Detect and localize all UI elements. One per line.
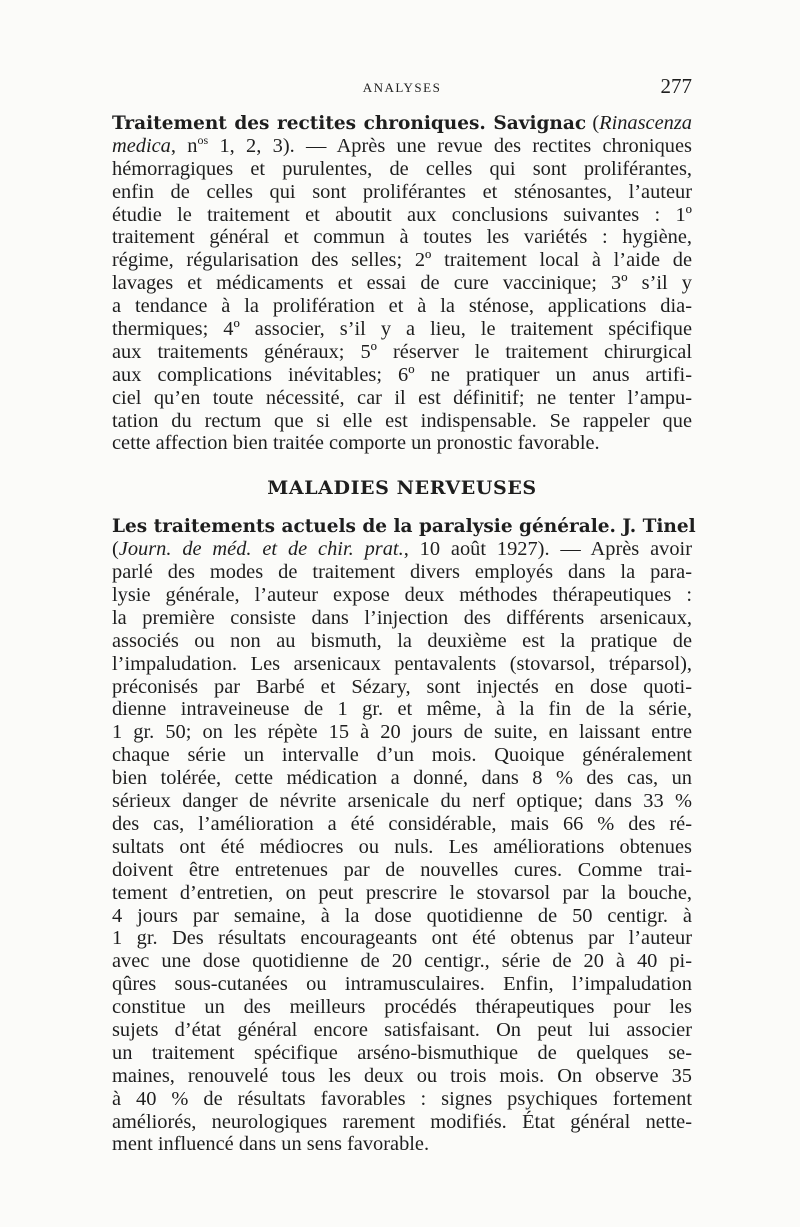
text-line: un traitement spécifique arséno-bismuthique de quelques se- (112, 1041, 692, 1064)
paren-open: ( (112, 538, 119, 561)
text-line: ciel qu’en toute nécessité, car il est définitif; ne tenter l’ampu- (112, 386, 692, 409)
journal-name: Journ. de méd. et de chir. prat. (118, 538, 404, 561)
article-title: Les traitements actuels de la paralysie générale. J. Tinel (112, 516, 696, 538)
text-line: sultats ont été médiocres ou nuls. Les améliorations obtenues (112, 835, 692, 858)
text-line: dienne intraveineuse de 1 gr. et même, à la fin de la série, (112, 698, 692, 721)
section-heading: MALADIES NERVEUSES (267, 477, 537, 500)
text-line: bien tolérée, cette médication a donné, dans 8 % des cas, un (112, 767, 692, 790)
text-line: lysie générale, l’auteur expose deux méthodes thérapeutiques : (112, 584, 692, 607)
text-line: régime, régularisation des selles; 2º traitement local à l’aide de (112, 249, 692, 272)
text-line: thermiques; 4º associer, s’il y a lieu, le traitement spécifique (112, 318, 692, 341)
text-line: 4 jours par semaine, à la dose quotidienne de 50 centigr. à (112, 904, 692, 927)
text-line: hémorragiques et purulentes, de celles qui sont proliférantes, (112, 157, 692, 180)
text-line: parlé des modes de traitement divers employés dans la para- (112, 561, 692, 584)
article-title: Traitement des rectites chroniques. Savignac (112, 113, 587, 134)
text-line: qûres sous-cutanées ou intramusculaires. Enfin, l’impaludation (112, 973, 692, 996)
running-title: ANALYSES (362, 80, 442, 95)
text-fragment: , 10 août 1927). — Après avoir (403, 538, 692, 561)
text-line: la première consiste dans l’injection des différents arsenicaux, (112, 606, 692, 629)
text-line: étudie le traitement et aboutit aux conclusions suivantes : 1º (112, 203, 692, 226)
text-fragment: 1, 2, 3). — Après une revue des rectites chroniques (219, 134, 692, 157)
text-line: préconisés par Barbé et Sézary, sont injectés en dose quoti- (112, 675, 692, 698)
journal-name: medica (112, 134, 171, 157)
text-line: tation du rectum que si elle est indispensable. Se rappeler que (112, 409, 692, 432)
text-line: cette affection bien traitée comporte un pronostic favorable. (112, 432, 600, 455)
running-head (112, 72, 692, 102)
text-line: doivent être entretenues par de nouvelles cures. Comme trai- (112, 858, 692, 881)
text-line: aux complications inévitables; 6º ne pratiquer un anus artifi- (112, 363, 692, 386)
text-line: 1 gr. 50; on les répète 15 à 20 jours de suite, en laissant entre (112, 721, 692, 744)
text-line: à 40 % de résultats favorables : signes psychiques fortement (112, 1087, 692, 1110)
text-line: des cas, l’amélioration a été considérable, mais 66 % des ré- (112, 812, 692, 835)
text-line: traitement général et commun à toutes les variétés : hygiène, (112, 226, 692, 249)
comma: , (170, 134, 176, 157)
article-paralysie (112, 515, 696, 1156)
text-line: l’impaludation. Les arsenicaux pentavalents (stovarsol, tréparsol), (112, 652, 692, 675)
text-line: sérieux danger de névrite arsenicale du nerf optique; dans 33 % (112, 790, 692, 813)
page-number: 277 (660, 74, 692, 98)
text-line: enfin de celles qui sont proliférantes et sténosantes, l’auteur (112, 180, 692, 203)
text-line: 1 gr. Des résultats encourageants ont été obtenus par l’auteur (112, 927, 692, 950)
text-line: lavages et médicaments et essai de cure vaccinique; 3º s’il y (112, 272, 692, 295)
text-line: aux traitements généraux; 5º réserver le traitement chirurgical (112, 340, 692, 363)
text-line: associés ou non au bismuth, la deuxième est la pratique de (112, 629, 692, 652)
text-line: constitue un des meilleurs procédés thérapeutiques pour les (112, 996, 692, 1019)
paren-open: ( (592, 112, 600, 134)
journal-name: Rinascenza (599, 112, 692, 134)
text-line: améliorés, neurologiques rarement modifiés. État général nette- (112, 1110, 692, 1133)
text-line (112, 538, 692, 561)
page-body (112, 112, 696, 1156)
article-rectites (112, 112, 692, 455)
issue-abbrev: n (187, 134, 198, 157)
text-line (112, 135, 692, 158)
text-line: chaque série un intervalle d’un mois. Quoique généralement (112, 744, 692, 767)
text-line: maines, renouvelé tous les deux ou trois mois. On observe 35 (112, 1064, 692, 1087)
article-heading-line (112, 515, 696, 538)
text-line: tement d’entretien, on peut prescrire le stovarsol par la bouche, (112, 881, 692, 904)
text-line: sujets d’état général encore satisfaisant. On peut lui associer (112, 1018, 692, 1041)
article-heading-line (112, 112, 692, 135)
issue-abbrev-sup: os (197, 133, 209, 148)
text-line: avec une dose quotidienne de 20 centigr., série de 20 à 40 pi- (112, 950, 692, 973)
text-line: ment influencé dans un sens favorable. (112, 1133, 430, 1156)
text-line: a tendance à la prolifération et à la sténose, applications dia- (112, 295, 692, 318)
